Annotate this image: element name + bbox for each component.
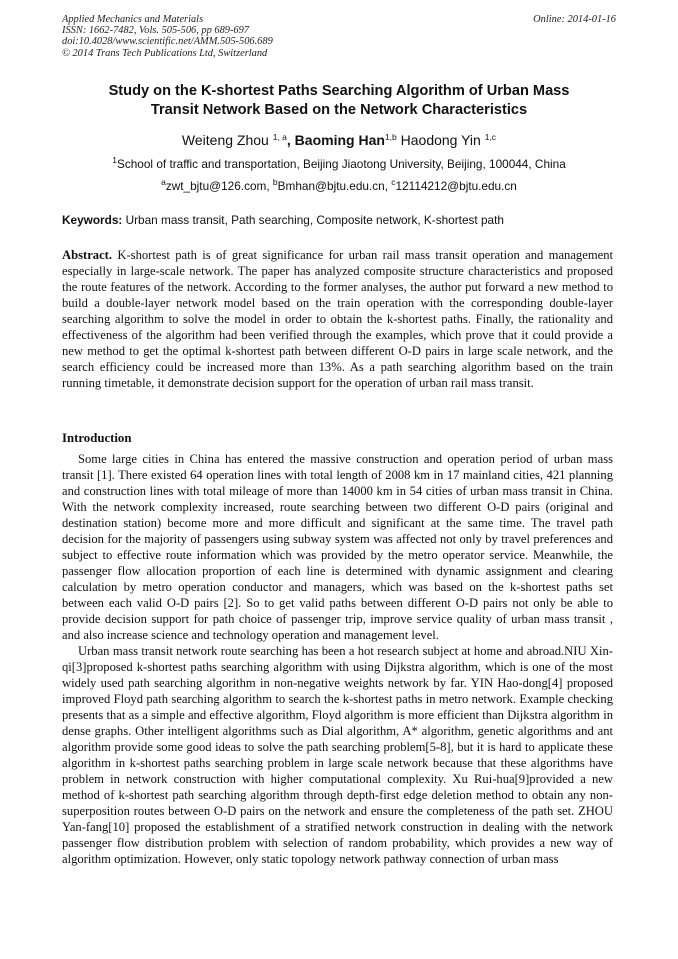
affiliation-text: School of traffic and transportation, Beijing Jiaotong University, Beijing, 100044, China <box>116 157 566 171</box>
title-line-2: Transit Network Based on the Network Characteristics <box>150 101 528 118</box>
affiliation <box>30 157 648 172</box>
author-2: , Baoming Han <box>286 132 385 148</box>
affiliation-mark: 1 <box>112 155 117 165</box>
journal-header <box>62 14 616 59</box>
author-list <box>40 131 638 149</box>
issn-line: ISSN: 1662-7482, Vols. 505-506, pp 689-697 <box>62 25 250 37</box>
email-mark-c: c <box>391 177 396 187</box>
paragraph: Urban mass transit network route searching has been a hot research subject at home and abroad.NIU Xin-qi[3]proposed k-shortest paths searching algorithm with using Dijkstra algorithm, which is one of the most widely used path searching algorithm in non-negative weights network by far. YIN Hao-dong[4] proposed improved Floyd path searching algorithm to search the k-shortest paths in metro network. Example checking presents that as a simple and effective algorithm, Floyd algorithm is more efficient than Dijkstra algorithm in dense graphs. Other intelligent algorithms such as Dial algorithm, A* algorithm, genetic algorithms and ant algorithm provide some good ideas to solve the path searching problem[5-8], but it is hard to applicate these algorithm in k-shortest paths searching problem in large scale network because that these algorithms have problem in network construction with higher computational complexity. Xu Rui-hua[9]provided a new method of k-shortest path searching algorithm through depth-first edge deletion method to obtain any non-superposition routes between O-D pairs on the network and ensure the completeness of the path set. ZHOU Yan-fang[10] proposed the establishment of a stratified network construction in dealing with the network passenger flow distribution problem with selection of random probability, which provides a new way of algorithm optimization. However, only static topology network pathway connection of urban mass <box>62 644 613 866</box>
keywords-label: Keywords: <box>62 213 123 227</box>
title-line-1: Study on the K-shortest Paths Searching Algorithm of Urban Mass <box>108 83 570 99</box>
section-heading-introduction: Introduction <box>62 431 132 445</box>
email-c: 12114212@bjtu.edu.cn <box>395 179 517 193</box>
email-a: zwt_bjtu@126.com, <box>165 179 273 193</box>
journal-name: Applied Mechanics and Materials <box>62 14 204 25</box>
author-1: Weiteng Zhou <box>181 132 273 148</box>
keywords-text: Urban mass transit, Path searching, Composite network, K-shortest path <box>122 213 504 227</box>
author-3: Haodong Yin <box>396 132 485 148</box>
email-mark-a: a <box>161 177 166 187</box>
online-date: Online: 2014-01-16 <box>533 14 616 25</box>
doi-line: doi:10.4028/www.scientific.net/AMM.505-506.689 <box>62 36 273 48</box>
paper-title <box>60 82 618 119</box>
author-3-affil-mark: 1,c <box>484 132 497 142</box>
email-mark-b: b <box>272 177 278 187</box>
author-2-affil-mark: 1,b <box>384 132 397 142</box>
keywords <box>62 213 618 228</box>
abstract-label: Abstract. <box>62 248 113 262</box>
abstract-text: K-shortest path is of great significance for urban rail mass transit operation and management especially in large-scale network. The paper has analyzed composite structure characteristics and proposed the route features of the network. According to the former analyses, the author put forward a new method to build a double-layer network model based on the train operation with the corresponding double-layer searching algorithm to solve the model in order to obtain the k-shortest paths. Finally, the rationality and effectiveness of the algorithm had been verified through the examples, which prove that it could provide a new method to get the optimal k-shortest path between different O-D pairs in large scale network, and the search efficiency could be increased more than 13%. As a path searching algorithm based on the train running timetable, it demonstrate decision support for the operation of urban rail mass transit. <box>62 248 613 390</box>
copyright-line: © 2014 Trans Tech Publications Ltd, Switzerland <box>62 47 268 59</box>
introduction-body <box>62 451 613 867</box>
author-1-affil-mark: 1, a <box>272 132 287 142</box>
paragraph: Some large cities in China has entered the massive construction and operation period of urban mass transit [1]. There existed 64 operation lines with total length of 2008 km in 17 mainland cities, 421 planning and construction lines with total mileage of more than 14000 km in 54 cities of urban mass transit in China. With the network complexity increased, route searching between two different O-D pairs (original and destination station) become more and more difficult and significant at the same time. The travel path decision for the majority of passengers using subway system was affected not only by travel preferences and subject to effective route information which was provided by the metro operator service. Meanwhile, the passenger flow allocation proportion of each line is determined with dynamic assignment and clearing calculation by metro operation conductor and managers, which was based on the k-shortest paths set between each valid O-D pairs [2]. So to get valid paths between different O-D pairs not only be able to provide decision support for path choice of passenger trip, improve service quality of urban mass transit , and also increase science and technology operation and management level. <box>62 452 613 642</box>
author-emails <box>30 179 648 194</box>
abstract <box>62 247 613 391</box>
email-b: Bmhan@bjtu.edu.cn, <box>277 179 392 193</box>
